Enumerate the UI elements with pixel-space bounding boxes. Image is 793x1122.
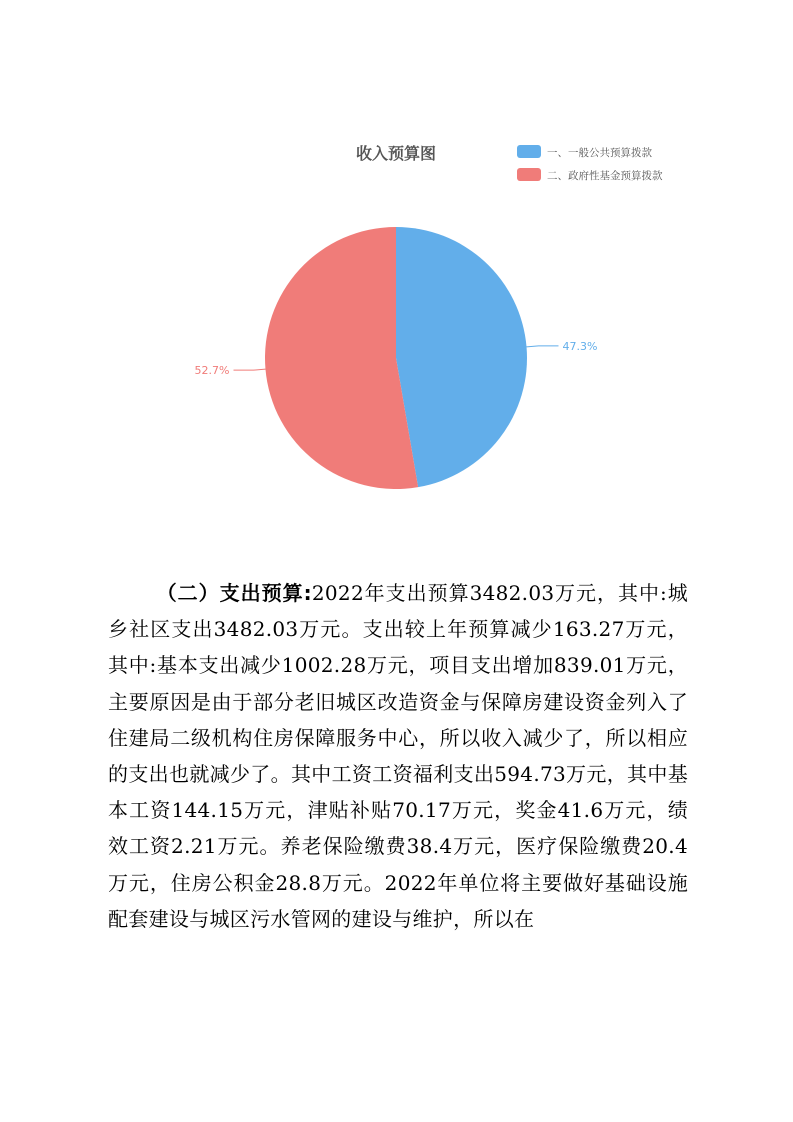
legend-label-1: 二、政府性基金预算拨款 xyxy=(547,170,663,182)
pie-slice-1 xyxy=(265,227,418,489)
pie-label-leader-0 xyxy=(527,346,559,347)
pie-data-label-0: 47.3% xyxy=(562,339,598,353)
pie-slices xyxy=(265,227,527,489)
section-body: 2022年支出预算3482.03万元，其中:城乡社区支出3482.03万元。支出较上年预算减少163.27万元，其中:基本支出减少1002.28万元，项目支出增加839.01万元，主要原因是由于部分老旧城区改造资金与保障房建设资金列入了住建局二级机构住房保障服务中心，所以收入减少了，所以相应的支出也就减少了。其中工资工资福利支出594.73万元，其中基本工资144.15万元，津贴补贴70.17万元，奖金41.6万元，绩效工资2.21万元。养老保险缴费38.4万元，医疗保险缴费20.4万元，住房公积金28.8万元。2022年单位将主要做好基础设施配套建设与城区污水管网的建设与维护，所以在 xyxy=(108,581,688,931)
pie-label-leader-1 xyxy=(234,369,266,370)
legend-label-0: 一、一般公共预算拨款 xyxy=(547,147,652,159)
legend-swatch-0 xyxy=(517,145,541,158)
legend-swatch-1 xyxy=(517,168,541,181)
income-budget-pie-chart xyxy=(0,0,793,540)
pie-slice-0 xyxy=(396,227,527,487)
chart-title: 收入预算图 xyxy=(355,144,437,163)
expenditure-budget-paragraph xyxy=(108,575,688,937)
chart-legend xyxy=(517,145,663,182)
pie-data-label-1: 52.7% xyxy=(194,364,230,378)
section-heading: （二）支出预算: xyxy=(156,581,312,605)
